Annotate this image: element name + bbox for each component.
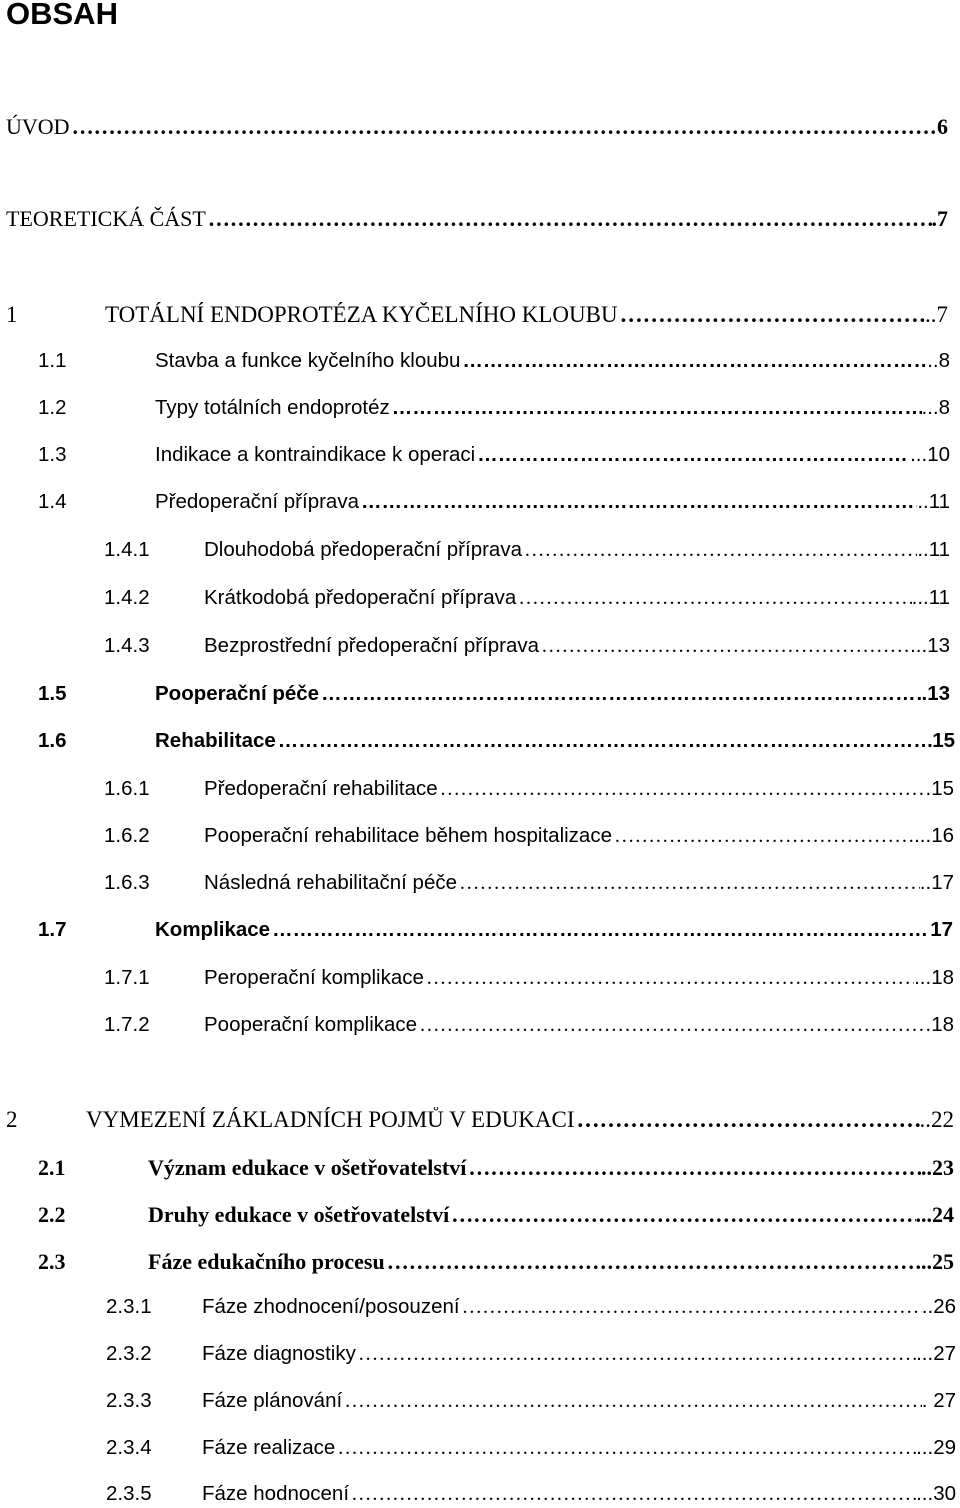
toc-entry-1-2[interactable] [38, 396, 950, 420]
toc-leader [575, 1107, 920, 1133]
toc-page: ..11 [917, 538, 950, 561]
toc-page: ...16 [914, 824, 954, 847]
toc-entry-teoreticka-cast[interactable] [6, 206, 948, 232]
toc-page: .13 [921, 682, 950, 705]
toc-page: ...13 [910, 634, 950, 657]
toc-number: 1.4.2 [104, 586, 150, 609]
toc-leader [475, 443, 910, 467]
toc-label: Peroperační komplikace [204, 966, 424, 989]
toc-page: ...8 [921, 396, 950, 419]
toc-leader [417, 1014, 931, 1037]
toc-label: Pooperační komplikace [204, 1013, 418, 1036]
toc-page: ...11 [911, 586, 950, 609]
toc-label: Následná rehabilitační péče [204, 871, 457, 894]
toc-number: 2.3.1 [106, 1295, 152, 1318]
toc-number: 1.7 [38, 918, 67, 941]
toc-leader [342, 1390, 922, 1413]
toc-number: 1.1 [38, 349, 67, 372]
toc-page: ...10 [910, 443, 950, 466]
toc-label: Fáze edukačního procesu [148, 1249, 385, 1274]
toc-page: ..22 [919, 1107, 954, 1132]
toc-number: 1.3 [38, 443, 67, 466]
toc-label: Stavba a funkce kyčelního kloubu [155, 349, 461, 372]
toc-leader [424, 967, 914, 990]
toc-entry-1-4-2[interactable] [104, 586, 950, 610]
toc-leader [438, 778, 926, 801]
toc-leader [618, 302, 925, 328]
toc-leader [449, 1202, 915, 1228]
toc-number: 2.3.5 [106, 1482, 152, 1505]
toc-entry-1-3[interactable] [38, 443, 950, 467]
toc-page: . 27 [921, 1389, 956, 1412]
toc-leader [206, 206, 932, 232]
toc-page: ...25 [915, 1249, 954, 1274]
toc-number: 1.6 [38, 729, 67, 752]
toc-leader [356, 1343, 916, 1366]
toc-label: VYMEZENÍ ZÁKLADNÍCH POJMŮ V EDUKACI [86, 1107, 575, 1132]
toc-leader [460, 349, 927, 373]
toc-leader [516, 587, 911, 610]
toc-number: 1.7.2 [104, 1013, 150, 1036]
toc-page: 6 [937, 114, 948, 139]
toc-entry-1-1[interactable] [38, 349, 950, 373]
toc-entry-1-6-1[interactable] [104, 777, 954, 801]
toc-entry-2-3-5[interactable] [106, 1482, 956, 1506]
toc-entry-2-3-2[interactable] [106, 1342, 956, 1366]
toc-leader [390, 396, 922, 420]
toc-page: ..23 [921, 1155, 954, 1180]
toc-page: .15 [925, 777, 954, 800]
toc-page: ..8 [927, 349, 950, 372]
toc-number: 2.2 [38, 1202, 66, 1227]
toc-label: Fáze realizace [202, 1436, 336, 1459]
toc-entry-1-7-2[interactable] [104, 1013, 954, 1037]
toc-entry-1-4[interactable] [38, 490, 950, 514]
toc-entry-1-7[interactable] [38, 918, 953, 942]
toc-page: ...24 [915, 1202, 954, 1227]
toc-number: 1.4 [38, 490, 67, 513]
toc-page: ...18 [914, 966, 954, 989]
toc-page: ..17 [919, 871, 954, 894]
toc-entry-uvod[interactable] [6, 114, 948, 140]
toc-label: Druhy edukace v ošetřovatelství [148, 1202, 450, 1227]
toc-entry-1-6-2[interactable] [104, 824, 954, 848]
toc-label: Fáze zhodnocení/posouzení [202, 1295, 460, 1318]
toc-label: Fáze hodnocení [202, 1482, 350, 1505]
toc-entry-2-3-4[interactable] [106, 1436, 956, 1460]
toc-page: ..11 [917, 490, 950, 513]
toc-number: 1.6.1 [104, 777, 150, 800]
toc-leader [466, 1155, 921, 1181]
toc-entry-2-3[interactable] [38, 1249, 954, 1275]
toc-entry-1-4-1[interactable] [104, 538, 950, 562]
toc-number: 1.7.1 [104, 966, 150, 989]
toc-entry-1-4-3[interactable] [104, 634, 950, 658]
toc-number: 2.3 [38, 1249, 66, 1274]
toc-entry-1-6[interactable] [38, 729, 955, 753]
toc-entry-2-3-1[interactable] [106, 1295, 956, 1319]
toc-entry-1-5[interactable] [38, 682, 950, 706]
toc-label: Dlouhodobá předoperační příprava [204, 538, 522, 561]
toc-number: 1 [6, 302, 18, 327]
toc-number: 2.3.4 [106, 1436, 152, 1459]
toc-number: 2.3.3 [106, 1389, 152, 1412]
toc-label: Pooperační péče [155, 682, 320, 705]
toc-label: Pooperační rehabilitace během hospitalizace [204, 824, 612, 847]
toc-number: 2.3.2 [106, 1342, 152, 1365]
toc-label: Typy totálních endoprotéz [155, 396, 390, 419]
toc-label: Význam edukace v ošetřovatelství [148, 1155, 467, 1180]
toc-leader [612, 825, 914, 848]
toc-number: 1.6.3 [104, 871, 150, 894]
toc-label: Předoperační příprava [155, 490, 359, 513]
toc-leader [359, 490, 917, 514]
toc-entry-2-3-3[interactable] [106, 1389, 956, 1413]
toc-leader [70, 114, 937, 140]
toc-number: 2.1 [38, 1155, 66, 1180]
toc-leader [319, 682, 921, 706]
toc-label: Předoperační rehabilitace [204, 777, 438, 800]
toc-leader [349, 1483, 916, 1506]
toc-leader [539, 635, 910, 658]
toc-leader [457, 872, 920, 895]
toc-number: 1.6.2 [104, 824, 150, 847]
toc-number: 1.4.1 [104, 538, 150, 561]
toc-leader [276, 729, 932, 753]
toc-page: .7 [931, 206, 948, 231]
toc-page: ..7 [925, 302, 948, 327]
toc-leader [335, 1437, 916, 1460]
toc-number: 1.2 [38, 396, 67, 419]
toc-page: 15 [932, 729, 955, 752]
toc-label: Krátkodobá předoperační příprava [204, 586, 517, 609]
toc-number: 2 [6, 1107, 18, 1132]
toc-number: 1.5 [38, 682, 67, 705]
toc-page: 18 [931, 1013, 954, 1036]
toc-label: ÚVOD [6, 114, 70, 139]
toc-leader [270, 918, 930, 942]
toc-leader [460, 1296, 922, 1319]
toc-number: 1.4.3 [104, 634, 150, 657]
page-title: OBSAH [6, 0, 118, 31]
toc-page: ..26 [921, 1295, 956, 1318]
toc-entry-2-2[interactable] [38, 1202, 954, 1228]
toc-entry-2-1[interactable] [38, 1155, 954, 1181]
toc-label: Indikace a kontraindikace k operaci [155, 443, 476, 466]
toc-label: Rehabilitace [155, 729, 276, 752]
toc-page: ...30 [916, 1482, 956, 1505]
toc-label: Komplikace [155, 918, 271, 941]
toc-page: 17 [930, 918, 953, 941]
toc-label: TEORETICKÁ ČÁST [6, 206, 206, 231]
toc-leader [522, 539, 917, 562]
toc-label: Bezprostřední předoperační příprava [204, 634, 540, 657]
toc-leader [385, 1249, 916, 1275]
toc-page: ...27 [916, 1342, 956, 1365]
toc-label: Fáze plánování [202, 1389, 343, 1412]
toc-entry-2[interactable] [6, 1107, 954, 1133]
toc-label: TOTÁLNÍ ENDOPROTÉZA KYČELNÍHO KLOUBU [105, 302, 618, 327]
toc-entry-1[interactable] [6, 302, 948, 328]
toc-entry-1-7-1[interactable] [104, 966, 954, 990]
toc-entry-1-6-3[interactable] [104, 871, 954, 895]
toc-label: Fáze diagnostiky [202, 1342, 356, 1365]
toc-page: ...29 [916, 1436, 956, 1459]
